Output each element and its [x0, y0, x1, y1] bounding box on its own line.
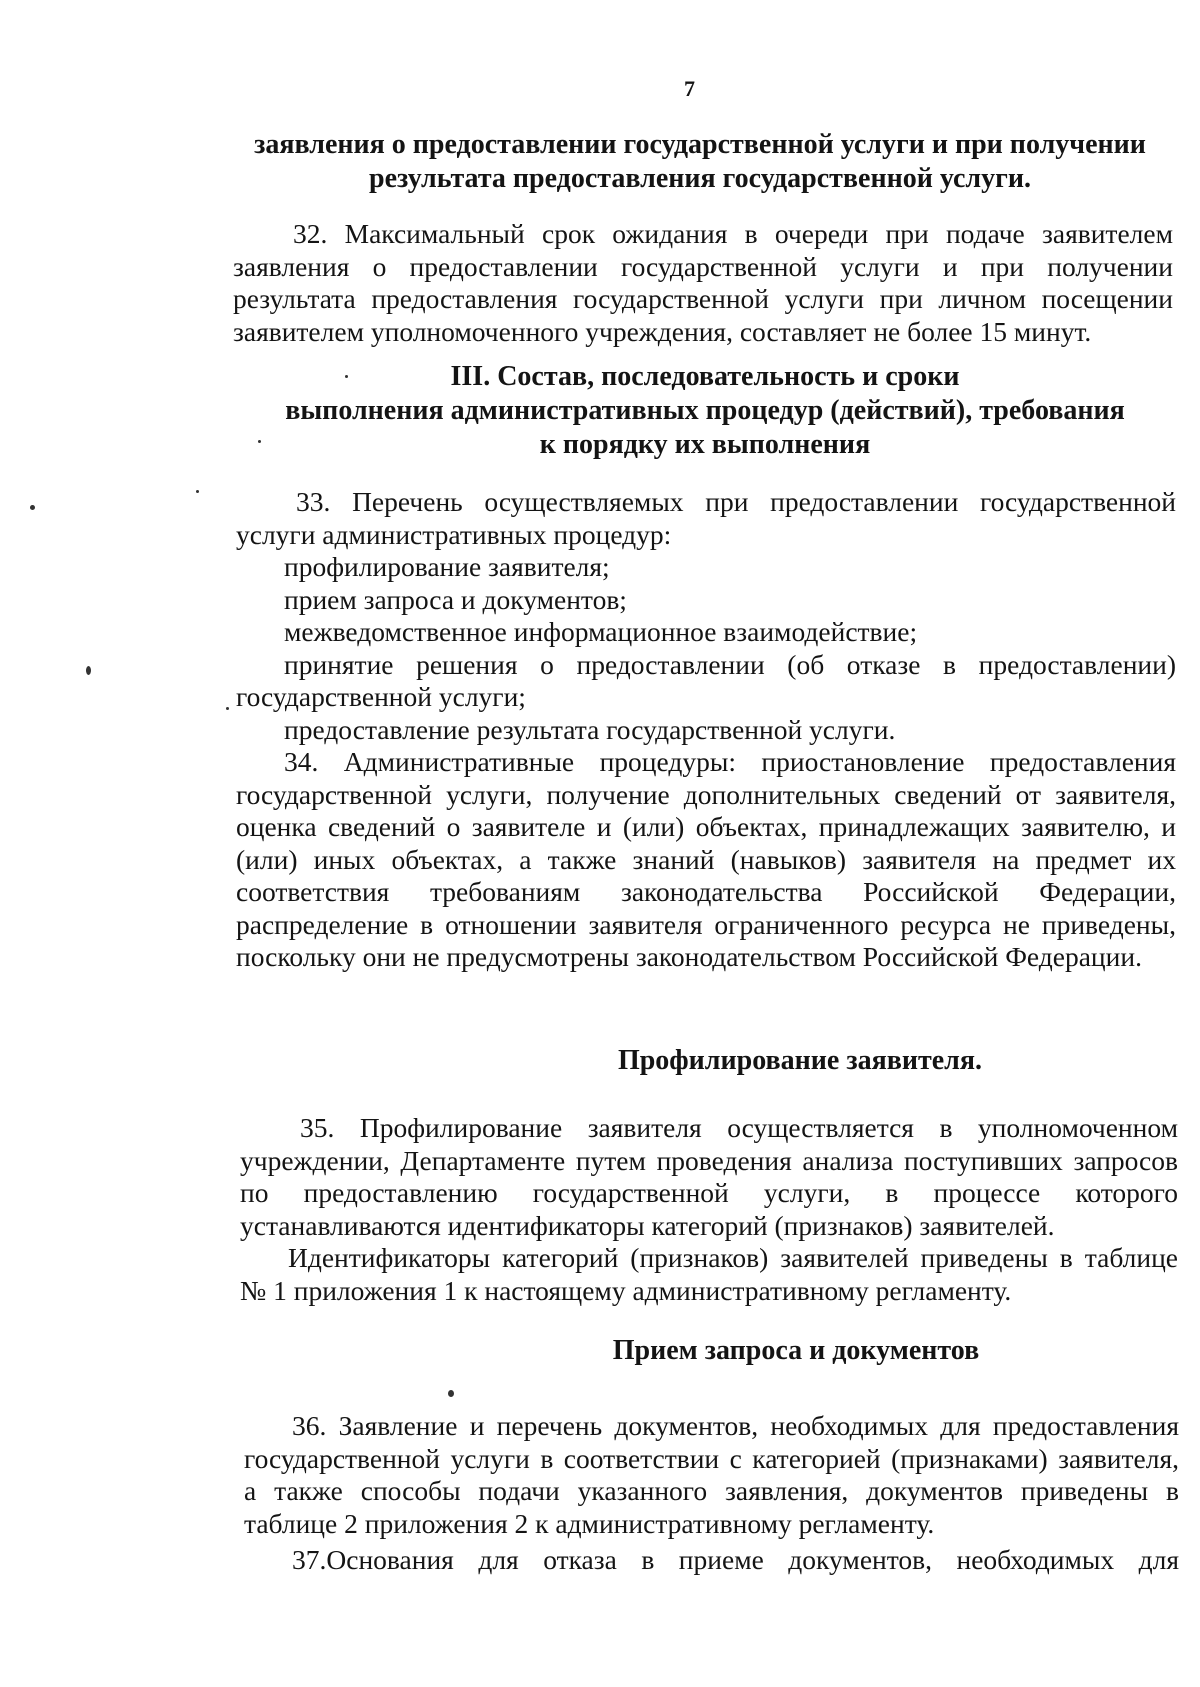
paragraph-line: таблице 2 приложения 2 к административному регламенту.	[244, 1507, 935, 1539]
paragraph-line: заявителем уполномоченного учреждения, составляет не более 15 минут.	[233, 315, 1092, 347]
paragraph-line: а также способы подачи указанного заявления, документов приведены в	[244, 1475, 1179, 1506]
heading-line: к порядку их выполнения	[539, 429, 871, 460]
paragraph-line: устанавливаются идентификаторы категорий (признаков) заявителей.	[240, 1209, 1055, 1241]
heading-line: выполнения административных процедур (действий), требования	[285, 395, 1125, 426]
scan-speck	[86, 666, 91, 675]
paragraph-line: распределение в отношении заявителя ограниченного ресурса не приведены,	[236, 908, 1176, 940]
scan-speck	[258, 440, 261, 443]
paragraph-line: № 1 приложения 1 к настоящему административному регламенту.	[240, 1274, 1012, 1306]
paragraph-line: 37.Основания для отказа в приеме документов, необходимых для	[292, 1544, 1179, 1575]
paragraph-line: (или) иных объектах, а также знаний (навыков) заявителя на предмет их	[236, 843, 1176, 875]
paragraph-37	[244, 1544, 1179, 1577]
paragraph-36	[244, 1410, 1179, 1540]
section-3-heading	[240, 360, 1170, 462]
paragraph-line: результата предоставления государственной услуги при личном посещении	[233, 283, 1173, 314]
list-item: государственной услуги;	[236, 681, 526, 712]
scan-speck	[345, 375, 348, 378]
list-item: предоставление результата государственной услуги.	[284, 713, 896, 745]
paragraph-line: Идентификаторы категорий (признаков) заявителей приведены в таблице	[288, 1242, 1178, 1273]
paragraph-line: по предоставлению государственной услуги, в процессе которого	[240, 1177, 1178, 1208]
page-number: 7	[684, 76, 695, 101]
paragraph-line: заявления о предоставлении государственной услуги и при получении	[233, 250, 1173, 282]
heading-line: заявления о предоставлении государственной услуги и при получении	[254, 129, 1146, 160]
paragraph-33	[236, 486, 1176, 746]
paragraph-line: 36. Заявление и перечень документов, необходимых для предоставления	[292, 1410, 1179, 1441]
paragraph-line: поскольку они не предусмотрены законодательством Российской Федерации.	[236, 941, 1142, 972]
paragraph-35	[240, 1112, 1178, 1307]
paragraph-line: 32. Максимальный срок ожидания в очереди при подаче заявителем	[293, 218, 1173, 249]
scan-speck	[30, 505, 35, 510]
paragraph-line: 34. Административные процедуры: приостановление предоставления	[284, 746, 1176, 777]
list-item: межведомственное информационное взаимодействие;	[284, 616, 918, 647]
paragraph-line: учреждении, Департаменте путем проведения анализа поступивших запросов	[240, 1144, 1178, 1176]
paragraph-32	[233, 218, 1173, 348]
heading-continuation	[220, 128, 1180, 196]
paragraph-line: 33. Перечень осуществляемых при предоставлении государственной	[296, 486, 1176, 517]
list-item: профилирование заявителя;	[284, 551, 610, 582]
heading-profiling: Профилирование заявителя.	[617, 1045, 983, 1076]
paragraph-line: услуги административных процедур:	[236, 518, 672, 550]
scan-speck	[226, 707, 229, 710]
list-item: принятие решения о предоставлении (об отказе в предоставлении)	[284, 648, 1176, 680]
paragraph-line: государственной услуги в соответствии с категорией (признаками) заявителя,	[244, 1442, 1179, 1474]
paragraph-line: соответствия требованиям законодательства Российской Федерации,	[236, 876, 1176, 907]
heading-line: III. Состав, последовательность и сроки	[450, 361, 960, 392]
paragraph-line: 35. Профилирование заявителя осуществляется в уполномоченном	[300, 1112, 1178, 1143]
paragraph-line: оценка сведений о заявителе и (или) объектах, принадлежащих заявителю, и	[236, 811, 1176, 842]
heading-line: результата предоставления государственной услуги.	[369, 163, 1031, 194]
paragraph-34	[236, 746, 1176, 974]
scan-speck	[448, 1390, 454, 1397]
paragraph-line: государственной услуги, получение дополнительных сведений от заявителя,	[236, 778, 1176, 810]
list-item: прием запроса и документов;	[284, 583, 627, 615]
scan-speck	[196, 490, 199, 493]
heading-reception: Прием запроса и документов	[612, 1335, 980, 1366]
